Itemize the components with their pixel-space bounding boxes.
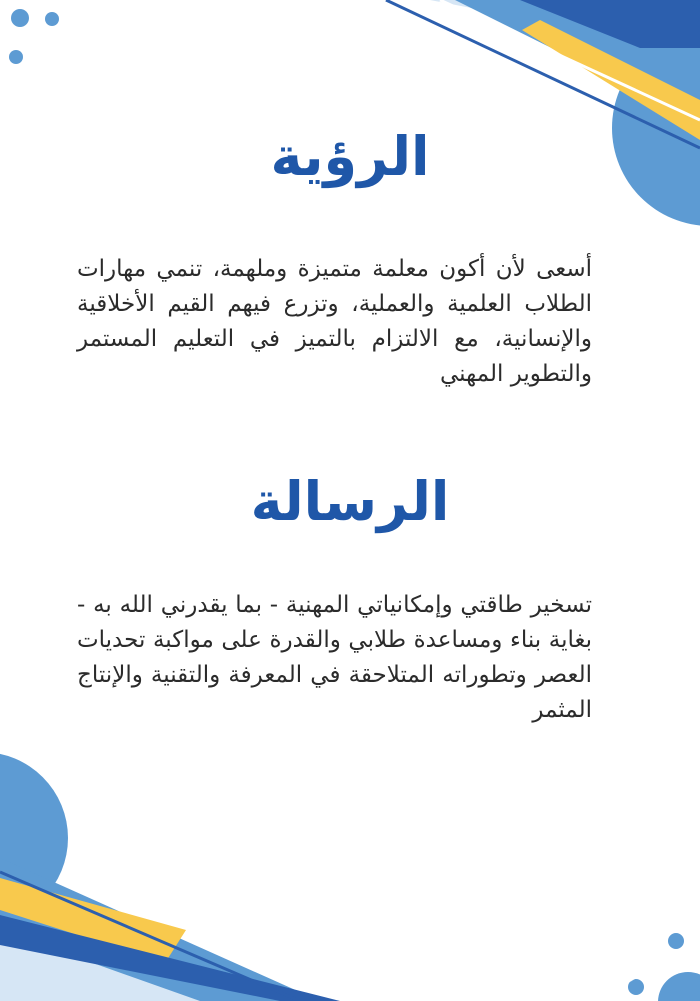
vision-text: أسعى لأن أكون معلمة متميزة وملهمة، تنمي مهارات الطلاب العلمية والعملية، وتزرع فيهم القيم الأخلاقية والإنسانية، مع الالتزام بالتميز في التعليم المستمر والتطوير المهني bbox=[77, 256, 592, 387]
decor-dot bbox=[668, 933, 684, 949]
watermark: حراج bbox=[581, 961, 639, 989]
mission-title: الرسالة bbox=[250, 470, 450, 533]
decor-dot bbox=[45, 12, 59, 26]
decor-dot bbox=[11, 9, 29, 27]
mission-text: تسخير طاقتي وإمكانياتي المهنية - بما يقدرني الله به - بغاية بناء ومساعدة طلابي والقدرة على مواكبة تحديات العصر وتطوراته المتلاحقة في المعرفة والتقنية والإنتاج المثمر bbox=[77, 592, 592, 723]
vision-title: الرؤية bbox=[270, 125, 430, 188]
decor-dot bbox=[9, 50, 23, 64]
